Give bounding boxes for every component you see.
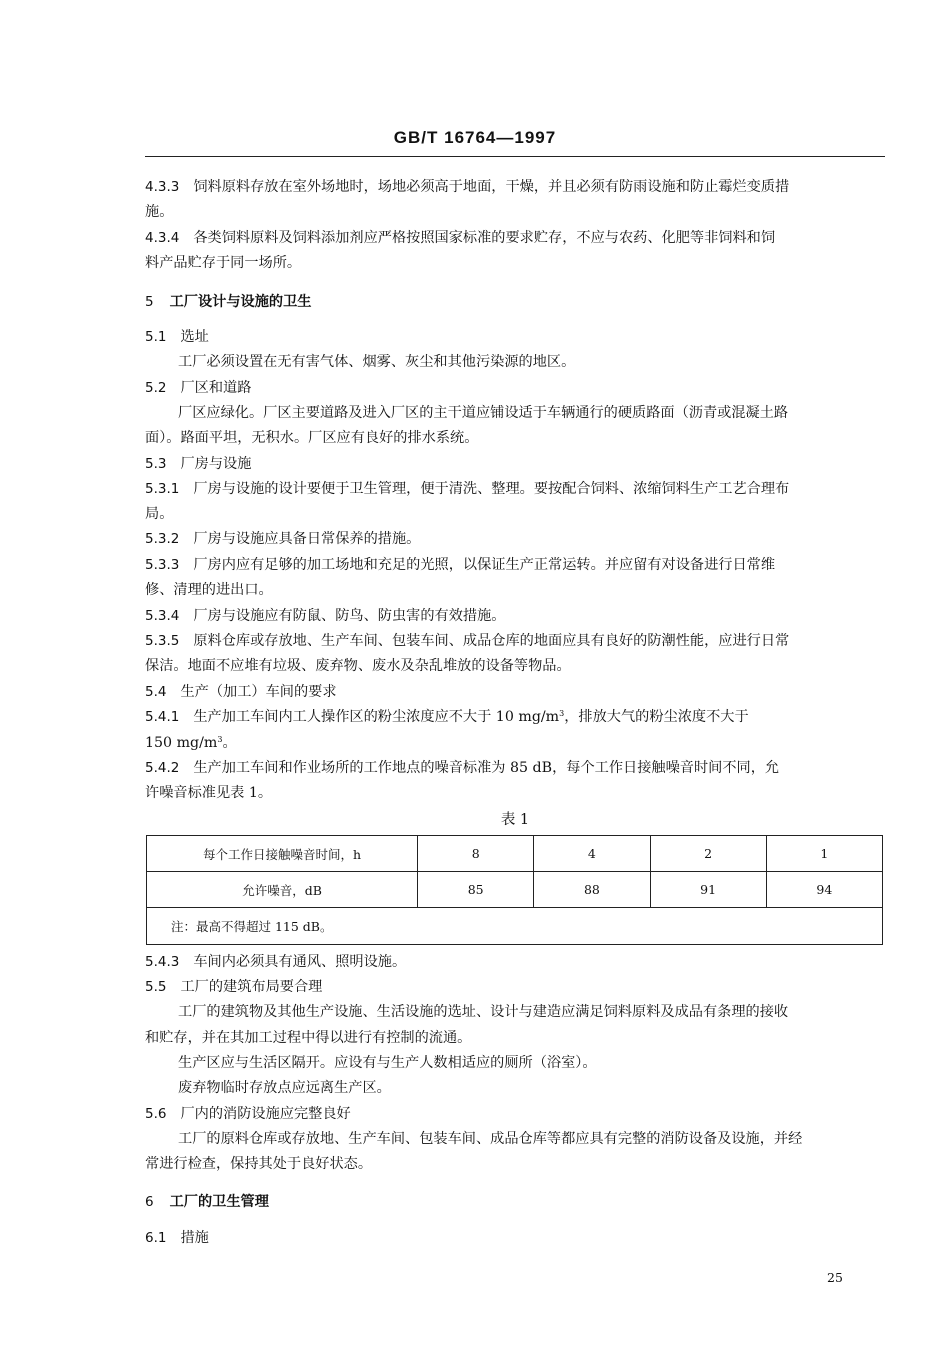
- clause-5-4-heading: [145, 683, 890, 701]
- clause-title: 厂内的消防设施应完整良好: [180, 1106, 351, 1122]
- table-cell: 1: [766, 836, 882, 872]
- clause-4-3-3-line-2: 施。: [145, 204, 174, 220]
- clause-5-3-2: [145, 530, 890, 548]
- clause-title: 措施: [180, 1230, 209, 1246]
- clause-5-3-heading: [145, 455, 890, 473]
- standard-header: GB/T 16764—1997: [393, 128, 557, 147]
- table-note: 注：最高不得超过 115 dB。: [147, 908, 883, 945]
- clause-5-3-4: [145, 607, 890, 625]
- clause-5-2-line-1: 厂区应绿化。厂区主要道路及进入厂区的主干道应铺设适于车辆通行的硬质路面（沥青或混凝土路: [178, 405, 789, 421]
- clause-4-3-4-line-2: 料产品贮存于同一场所。: [145, 255, 302, 271]
- clause-5-4-2-line-1: [145, 759, 890, 777]
- clause-number: 4.3.3: [145, 179, 180, 195]
- clause-text: 各类饲料原料及饲料添加剂应严格按照国家标准的要求贮存，不应与农药、化肥等非饲料和饲: [193, 230, 776, 246]
- clause-5-4-1-line-2: [145, 734, 890, 752]
- clause-5-6-line-1: 工厂的原料仓库或存放地、生产车间、包装车间、成品仓库等都应具有完整的消防设备及设施，并经: [178, 1131, 803, 1147]
- clause-number: 5.3.5: [145, 633, 180, 649]
- section-number: 5: [145, 294, 154, 310]
- section-6-heading: [145, 1193, 890, 1211]
- clause-title: 厂房与设施: [180, 456, 252, 472]
- clause-text: 厂房内应有足够的加工场地和充足的光照，以保证生产正常运转。并应留有对设备进行日常维: [193, 557, 776, 573]
- clause-number: 5.6: [145, 1106, 167, 1122]
- clause-5-5-heading: [145, 978, 890, 996]
- clause-number: 5.5: [145, 979, 167, 995]
- table-row: [147, 872, 883, 908]
- clause-text: 厂房与设施应有防鼠、防鸟、防虫害的有效措施。: [193, 608, 506, 624]
- clause-number: 5.4.2: [145, 760, 180, 776]
- clause-number: 5.3: [145, 456, 167, 472]
- clause-title: 生产（加工）车间的要求: [180, 684, 337, 700]
- clause-text-cont: ，排放大气的粉尘浓度不大于: [564, 709, 749, 725]
- clause-text: 厂房与设施应具备日常保养的措施。: [193, 531, 421, 547]
- clause-5-2-heading: [145, 379, 890, 397]
- clause-5-6-heading: [145, 1105, 890, 1123]
- clause-4-3-3-line-1: [145, 178, 890, 196]
- section-number: 6: [145, 1194, 154, 1210]
- clause-title: 厂区和道路: [180, 380, 252, 396]
- table-cell: 85: [418, 872, 534, 908]
- section-title: 工厂的卫生管理: [169, 1194, 269, 1210]
- clause-title: 选址: [180, 329, 209, 345]
- row-header: 允许噪音，dB: [147, 872, 418, 908]
- clause-number: 5.3.1: [145, 481, 180, 497]
- clause-text-cont: 。: [222, 735, 237, 751]
- table-cell: 91: [650, 872, 766, 908]
- clause-number: 5.3.4: [145, 608, 180, 624]
- clause-text: 饲料原料存放在室外场地时，场地必须高于地面，干燥，并且必须有防雨设施和防止霉烂变质措: [193, 179, 790, 195]
- clause-5-3-3-line-2: 修、清理的进出口。: [145, 582, 273, 598]
- table-cell: 4: [534, 836, 650, 872]
- clause-5-5-line-1: 工厂的建筑物及其他生产设施、生活设施的选址、设计与建造应满足饲料原料及成品有条理的接收: [178, 1004, 789, 1020]
- row-header: 每个工作日接触噪音时间，h: [147, 836, 418, 872]
- clause-5-6-line-2: 常进行检查，保持其处于良好状态。: [145, 1156, 373, 1172]
- clause-text: 150 mg/m: [145, 735, 218, 751]
- clause-title: 工厂的建筑布局要合理: [180, 979, 323, 995]
- clause-4-3-4-line-1: [145, 229, 890, 247]
- section-title: 工厂设计与设施的卫生: [169, 294, 312, 310]
- superscript: 3: [559, 709, 565, 718]
- table-cell: 8: [418, 836, 534, 872]
- clause-5-4-3: [145, 953, 890, 971]
- clause-5-3-1-line-2: 局。: [145, 506, 174, 522]
- clause-number: 5.4.3: [145, 954, 180, 970]
- table-cell: 2: [650, 836, 766, 872]
- clause-number: 5.1: [145, 329, 167, 345]
- clause-text: 车间内必须具有通风、照明设施。: [193, 954, 407, 970]
- clause-number: 4.3.4: [145, 230, 180, 246]
- clause-number: 5.4: [145, 684, 167, 700]
- clause-5-3-3-line-1: [145, 556, 890, 574]
- clause-5-5-line-3: 生产区应与生活区隔开。应设有与生产人数相适应的厕所（浴室）。: [178, 1055, 597, 1071]
- table-caption: 表 1: [500, 812, 530, 828]
- table-cell: 94: [766, 872, 882, 908]
- clause-5-3-1-line-1: [145, 480, 890, 498]
- clause-text: 生产加工车间和作业场所的工作地点的噪音标准为 85 dB，每个工作日接触噪音时间不同，允: [193, 760, 780, 776]
- clause-number: 5.3.2: [145, 531, 180, 547]
- section-5-heading: [145, 293, 890, 311]
- clause-text: 生产加工车间内工人操作区的粉尘浓度应不大于 10 mg/m: [193, 709, 560, 725]
- header-rule: [145, 156, 885, 157]
- table-cell: 88: [534, 872, 650, 908]
- clause-number: 5.4.1: [145, 709, 180, 725]
- table-row: [147, 836, 883, 872]
- clause-text: 厂房与设施的设计要便于卫生管理，便于清洗、整理。要按配合饲料、浓缩饲料生产工艺合理布: [193, 481, 790, 497]
- clause-5-5-line-4: 废弃物临时存放点应远离生产区。: [178, 1080, 391, 1096]
- clause-5-4-2-line-2: 许噪音标准见表 1。: [145, 785, 273, 801]
- clause-6-1-heading: [145, 1229, 890, 1247]
- clause-number: 5.2: [145, 380, 167, 396]
- noise-standard-table: [146, 835, 883, 945]
- clause-number: 5.3.3: [145, 557, 180, 573]
- clause-5-1-body: 工厂必须设置在无有害气体、烟雾、灰尘和其他污染源的地区。: [178, 354, 576, 370]
- clause-5-3-5-line-1: [145, 632, 890, 650]
- clause-5-4-1-line-1: [145, 708, 890, 726]
- clause-5-5-line-2: 和贮存，并在其加工过程中得以进行有控制的流通。: [145, 1030, 472, 1046]
- page-number: 25: [827, 1270, 843, 1285]
- clause-5-1-heading: [145, 328, 890, 346]
- table-note-row: [147, 908, 883, 945]
- superscript: 3: [217, 735, 223, 744]
- clause-number: 6.1: [145, 1230, 167, 1246]
- clause-5-3-5-line-2: 保洁。地面不应堆有垃圾、废弃物、废水及杂乱堆放的设备等物品。: [145, 658, 571, 674]
- clause-text: 原料仓库或存放地、生产车间、包装车间、成品仓库的地面应具有良好的防潮性能，应进行日常: [193, 633, 790, 649]
- clause-5-2-line-2: 面）。路面平坦，无积水。厂区应有良好的排水系统。: [145, 430, 479, 446]
